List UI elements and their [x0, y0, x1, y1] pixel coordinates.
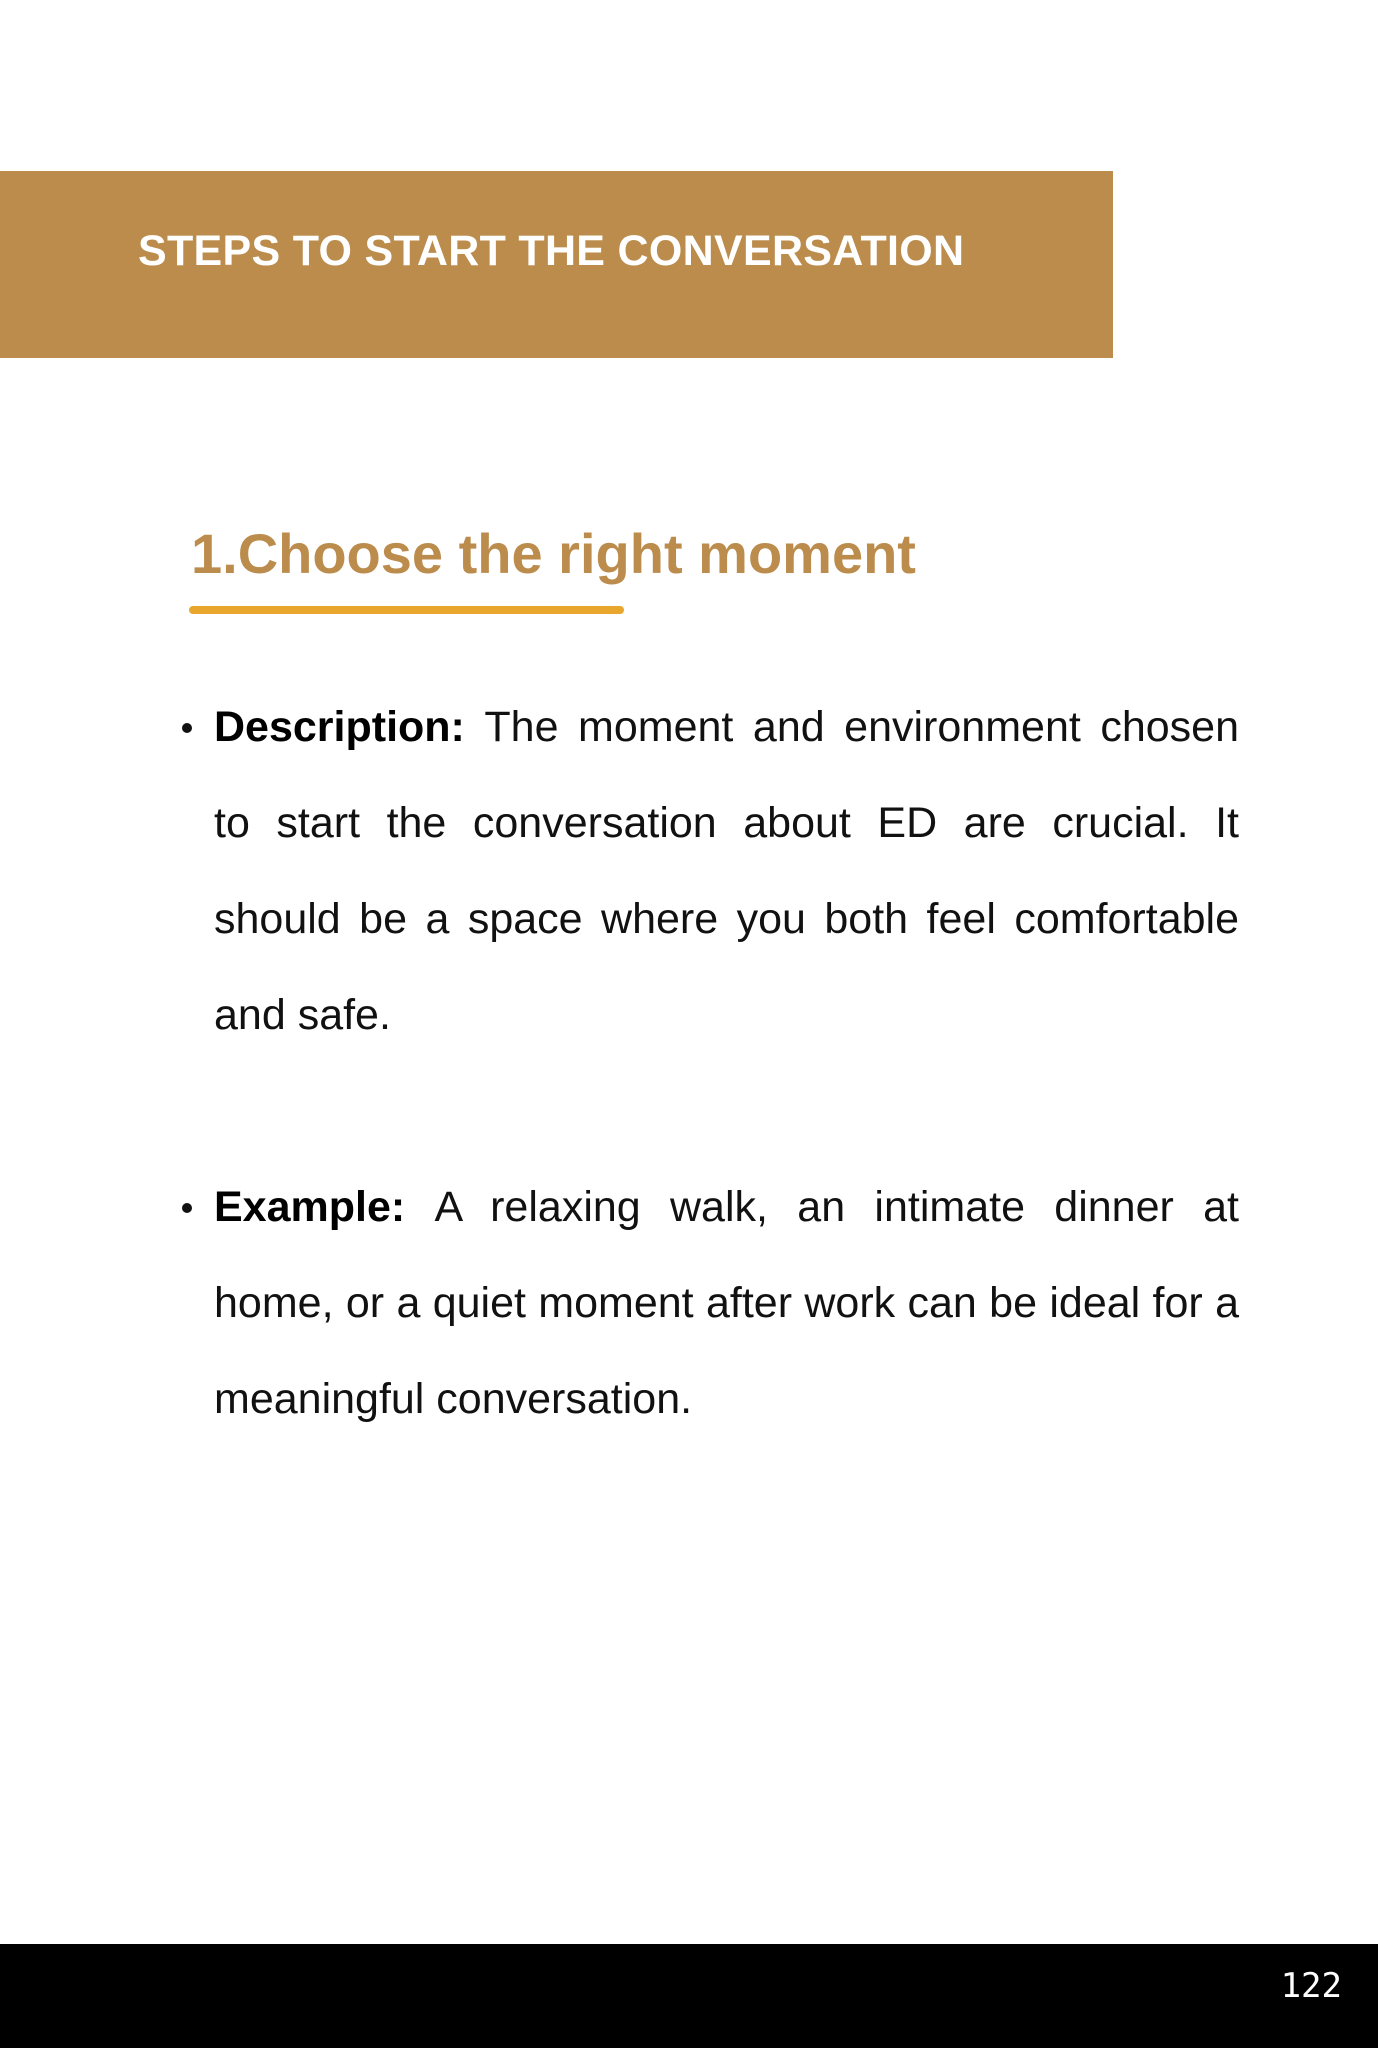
- footer-bar: [0, 1944, 1378, 2048]
- header-title: STEPS TO START THE CONVERSATION: [138, 227, 965, 275]
- page-number: 122: [1280, 1966, 1342, 2006]
- bullet-label: Example:: [214, 1183, 435, 1231]
- bullet-dot-icon: [182, 1203, 192, 1213]
- section-title-underline: [189, 606, 624, 614]
- section-title: 1.Choose the right moment: [191, 522, 916, 585]
- bullet-label: Description:: [214, 703, 485, 751]
- bullet-text: A relaxing walk, an intimate dinner at home, or a quiet moment after work can be ideal for a meaningful conversation.: [214, 1183, 1239, 1423]
- bullet-text: The moment and environment chosen to start the conversation about ED are crucial. It should be a space where you both feel comfortable and safe.: [214, 703, 1239, 1039]
- bullet-dot-icon: [182, 723, 192, 733]
- bullet-item-example: [214, 1159, 1239, 1447]
- bullet-item-description: [214, 679, 1239, 1063]
